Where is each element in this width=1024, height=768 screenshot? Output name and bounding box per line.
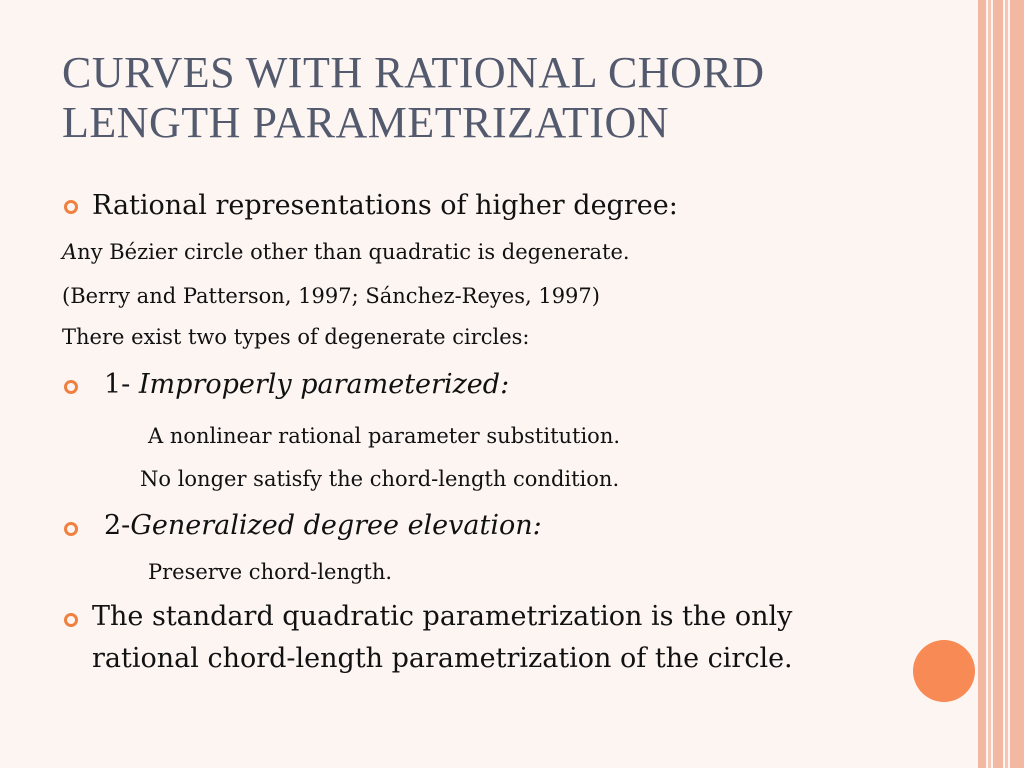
sub-line-1: A nonlinear rational parameter substitution. xyxy=(148,424,621,448)
title-line-1: CURVES WITH RATIONAL CHORD xyxy=(62,48,765,97)
bullet-4-line-2: rational chord-length parametrization of the circle. xyxy=(92,643,793,674)
decor-stripe xyxy=(1005,0,1008,768)
bullet-2-number: 1- xyxy=(104,369,139,400)
bullet-icon xyxy=(64,522,78,536)
slide-title xyxy=(62,48,962,148)
bullet-2-label: Improperly parameterized: xyxy=(138,369,510,400)
body-line-1-rest: ny Bézier circle other than quadratic is degenerate. xyxy=(77,240,630,264)
decor-stripe xyxy=(978,0,986,768)
bullet-icon xyxy=(64,200,78,214)
bullet-3-number: 2- xyxy=(104,510,131,541)
sub-line-3: Preserve chord-length. xyxy=(148,560,393,584)
decor-circle xyxy=(913,640,975,702)
bullet-1-text: Rational representations of higher degree: xyxy=(92,190,678,221)
title-line-2: LENGTH PARAMETRIZATION xyxy=(62,98,670,147)
body-line-2: (Berry and Patterson, 1997; Sánchez-Reyes, 1997) xyxy=(62,284,600,308)
sub-line-2: No longer satisfy the chord-length condition. xyxy=(140,467,620,491)
decor-stripe xyxy=(1010,0,1024,768)
decor-stripe xyxy=(988,0,991,768)
bullet-3-label: Generalized degree elevation: xyxy=(130,510,542,541)
body-line-3: There exist two types of degenerate circles: xyxy=(62,325,530,349)
bullet-icon xyxy=(64,380,78,394)
body-line-1-initial: A xyxy=(62,240,78,264)
bullet-4-line-1: The standard quadratic parametrization is the only xyxy=(92,601,793,632)
bullet-3-text xyxy=(104,510,542,541)
decor-stripe xyxy=(993,0,1003,768)
bullet-icon xyxy=(64,613,78,627)
bullet-2-text xyxy=(104,369,509,400)
body-line-1 xyxy=(62,240,630,264)
